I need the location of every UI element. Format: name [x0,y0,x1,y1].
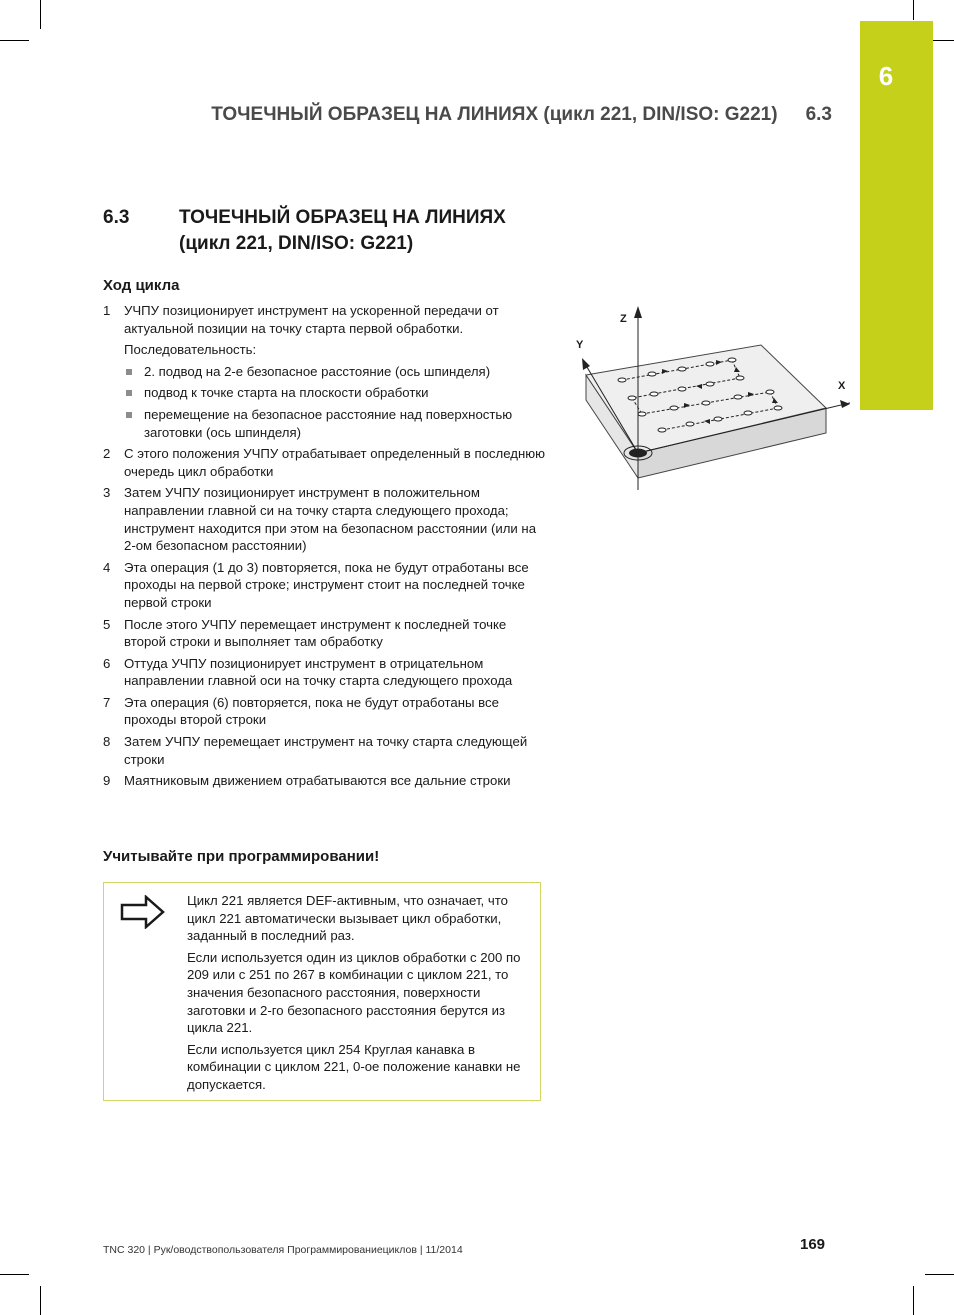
list-item [103,655,548,690]
step-number: 7 [103,694,111,710]
note-paragraph: Если используется один из циклов обработки с 200 по 209 или с 251 по 267 в комбинации с циклом 221, то значения безопасного расстояния, поверхности заготовки и 2-го безопасного расстояния берутся из цикла 221. [187,949,521,1036]
running-header-title: ТОЧЕЧНЫЙ ОБРАЗЕЦ НА ЛИНИЯХ (цикл 221, DIN/ISO: G221) [211,104,778,125]
steps-list [103,302,548,794]
step-number: 3 [103,485,111,501]
list-item [103,302,548,337]
step-text: Эта операция (6) повторяется, пока не будут отработаны все проходы второй строки [124,694,499,728]
sequence-label: Последовательность: [124,342,257,358]
crop-mark [913,0,914,20]
step-number: 1 [103,303,111,318]
running-header-section: 6.3 [805,104,832,125]
step-number: 5 [103,616,111,632]
axis-y-label: Y [576,339,584,351]
list-item [103,733,548,768]
chapter-tab [860,21,933,410]
sequence-text: 2. подвод на 2-е безопасное расстояние (ось шпинделя) [144,363,491,379]
chapter-number: 6 [878,61,894,91]
step-text: После этого УЧПУ перемещает инструмент к последней точке второй строки и выполняет там обработку [124,616,507,650]
sequence-text: перемещение на безопасное расстояние над поверхностью заготовки (ось шпинделя) [144,406,513,440]
cycle-heading: Ход цикла [103,277,180,294]
sequence-item [103,363,548,381]
list-item [103,772,548,790]
section-title-line1: ТОЧЕЧНЫЙ ОБРАЗЕЦ НА ЛИНИЯХ [179,207,506,228]
note-paragraph: Цикл 221 является DEF-активным, что означает, что цикл 221 автоматически вызывает цикл обработки, заданный в последний раз. [187,893,508,944]
note-heading: Учитывайте при программировании! [103,848,380,865]
crop-mark [0,40,29,41]
step-text: Эта операция (1 до 3) повторяется, пока не будут отработаны все проходы на первой строке; инструмент стоит на последней точке первой строки [124,559,529,610]
step-text: Затем УЧПУ позиционирует инструмент в положительном направлении главной си на точку старта следующего прохода; инструмент находится при этом на безопасном расстоянии (или на 2-ом безопасном расстоянии) [124,485,537,554]
footer-text: TNC 320 | Рук/оводствопользователя Программированиециклов | 11/2014 [103,1244,463,1256]
list-item [103,445,548,480]
workpiece-diagram [570,300,850,490]
section-title-line2: (цикл 221, DIN/ISO: G221) [179,233,414,254]
pattern-figure [570,300,850,495]
arrow-right-icon [120,895,166,929]
sequence-item [103,384,548,402]
crop-mark [0,1274,29,1275]
step-number: 4 [103,559,111,575]
sequence-item [103,406,548,441]
step-number: 9 [103,773,111,789]
bullet-square-icon [126,412,132,418]
axis-z-label: Z [620,313,627,325]
section-number: 6.3 [103,207,130,228]
list-item [103,616,548,651]
step-text: Затем УЧПУ перемещает инструмент на точку старта следующей строки [124,734,528,767]
step-text: Оттуда УЧПУ позиционирует инструмент в отрицательном направлении главной оси на точку старта следующего прохода [124,655,513,689]
note-box [103,882,541,1101]
note-paragraph: Если используется цикл 254 Круглая канавка в комбинации с циклом 221, 0-ое положение канавки не допускается. [187,1041,521,1092]
step-text: Маятниковым движением отрабатываются все дальние строки [124,773,511,789]
crop-mark [925,1274,954,1275]
page-number: 169 [800,1236,826,1253]
running-header [211,104,832,126]
bullet-square-icon [126,369,132,375]
step-number: 2 [103,446,111,462]
list-item [103,484,548,554]
step-text: УЧПУ позиционирует инструмент на ускоренной передачи от актуальной позиции на точку старта первой обработки. [124,303,499,336]
bullet-square-icon [126,390,132,396]
axis-x-label: X [838,380,846,392]
crop-mark [40,0,41,29]
list-item [103,694,548,729]
crop-mark [913,1286,914,1315]
sequence-text: подвод к точке старта на плоскости обработки [144,385,429,401]
step-number: 8 [103,734,111,750]
crop-mark [40,1286,41,1315]
step-text: С этого положения УЧПУ отрабатывает определенный в последнюю очередь цикл обработки [124,446,546,479]
list-item [103,559,548,612]
step-number: 6 [103,655,111,671]
